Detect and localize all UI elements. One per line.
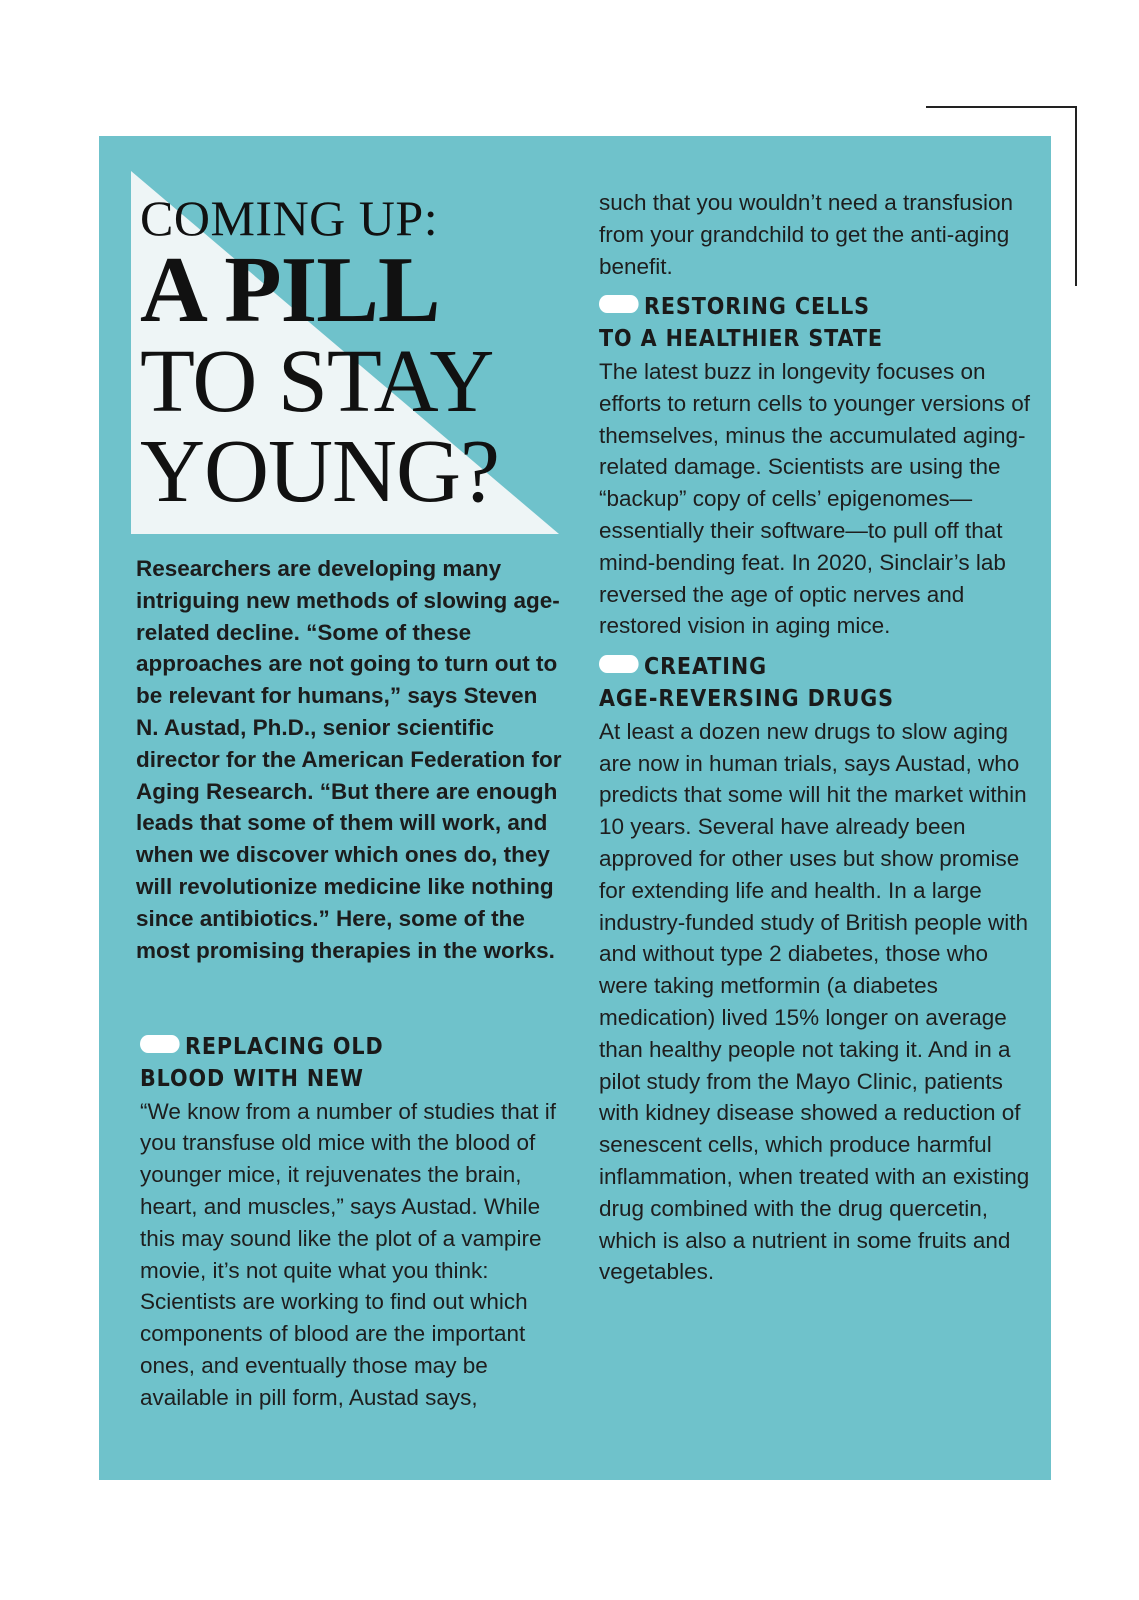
section-body-replacing-blood-continued: such that you wouldn’t need a transfusion from your grandchild to get the anti-aging benefit. (599, 190, 1014, 279)
title-line-a-pill: A PILL (140, 238, 440, 342)
section-heading-restoring-cells: RESTORING CELLS (599, 292, 988, 324)
title-line-to-stay: TO STAY (140, 332, 494, 431)
corner-crop-mark-vertical (1075, 106, 1077, 286)
pill-icon (599, 655, 639, 673)
section-heading-creating-drugs: CREATING (599, 652, 988, 684)
section-body-restoring-cells: The latest buzz in longevity focuses on efforts to return cells to younger versions of themselves, minus the accumulated aging-related damage. Scientists are using the “backup” copy of cells’ epigenomes—essentially their software—to pull off that mind-bending feat. In 2020, Sinclair’s lab reversed the age of optic nerves and restored vision in aging mice. (599, 358, 1031, 639)
corner-crop-mark-horizontal (926, 106, 1077, 108)
section-heading-replacing-blood: REPLACING OLD (140, 1032, 527, 1064)
section-heading-creating-drugs-line2: AGE-REVERSING DRUGS (599, 685, 894, 712)
pill-icon (599, 295, 639, 313)
section-body-replacing-blood: “We know from a number of studies that if you transfuse old mice with the blood of younger mice, it rejuvenates the brain, heart, and muscles,” says Austad. While this may sound like the plot of a vampire movie, it’s not quite what you think: Scientists are working to find out which components of blood are the important ones, and eventually those may be available in pill form, Austad says, (140, 1098, 557, 1410)
section-heading-restoring-cells-line2: TO A HEALTHIER STATE (599, 326, 883, 353)
section-heading-replacing-blood-line2: BLOOD WITH NEW (140, 1065, 364, 1092)
title-line-coming-up: COMING UP: (140, 190, 439, 246)
article-intro: Researchers are developing many intriguing new methods of slowing age-related decline. “Some of these approaches are not going to turn out to be relevant for humans,” says Steven N. Austad, Ph.D., senior scientific director for the American Federation for Aging Research. “But there are enough leads that some of them will work, and when we discover which ones do, they will revolutionize medicine like nothing since antibiotics.” Here, some of the most promising therapies in the works. (136, 556, 562, 963)
section-body-creating-drugs: At least a dozen new drugs to slow aging are now in human trials, says Austad, who predicts that some will hit the market within 10 years. Several have already been approved for other uses but show promise for extending life and health. In a large industry-funded study of British people with and without type 2 diabetes, those who were taking metformin (a diabetes medication) lived 15% longer on average than healthy people not taking it. And in a pilot study from the Mayo Clinic, patients with kidney disease showed a reduction of senescent cells, which produce harmful inflammation, when treated with an existing drug combined with the drug quercetin, which is also a nutrient in some fruits and vegetables. (599, 718, 1030, 1285)
right-column (599, 187, 1031, 1288)
pill-icon (140, 1035, 180, 1053)
title-line-young: YOUNG? (140, 422, 499, 521)
left-column (140, 1032, 570, 1414)
